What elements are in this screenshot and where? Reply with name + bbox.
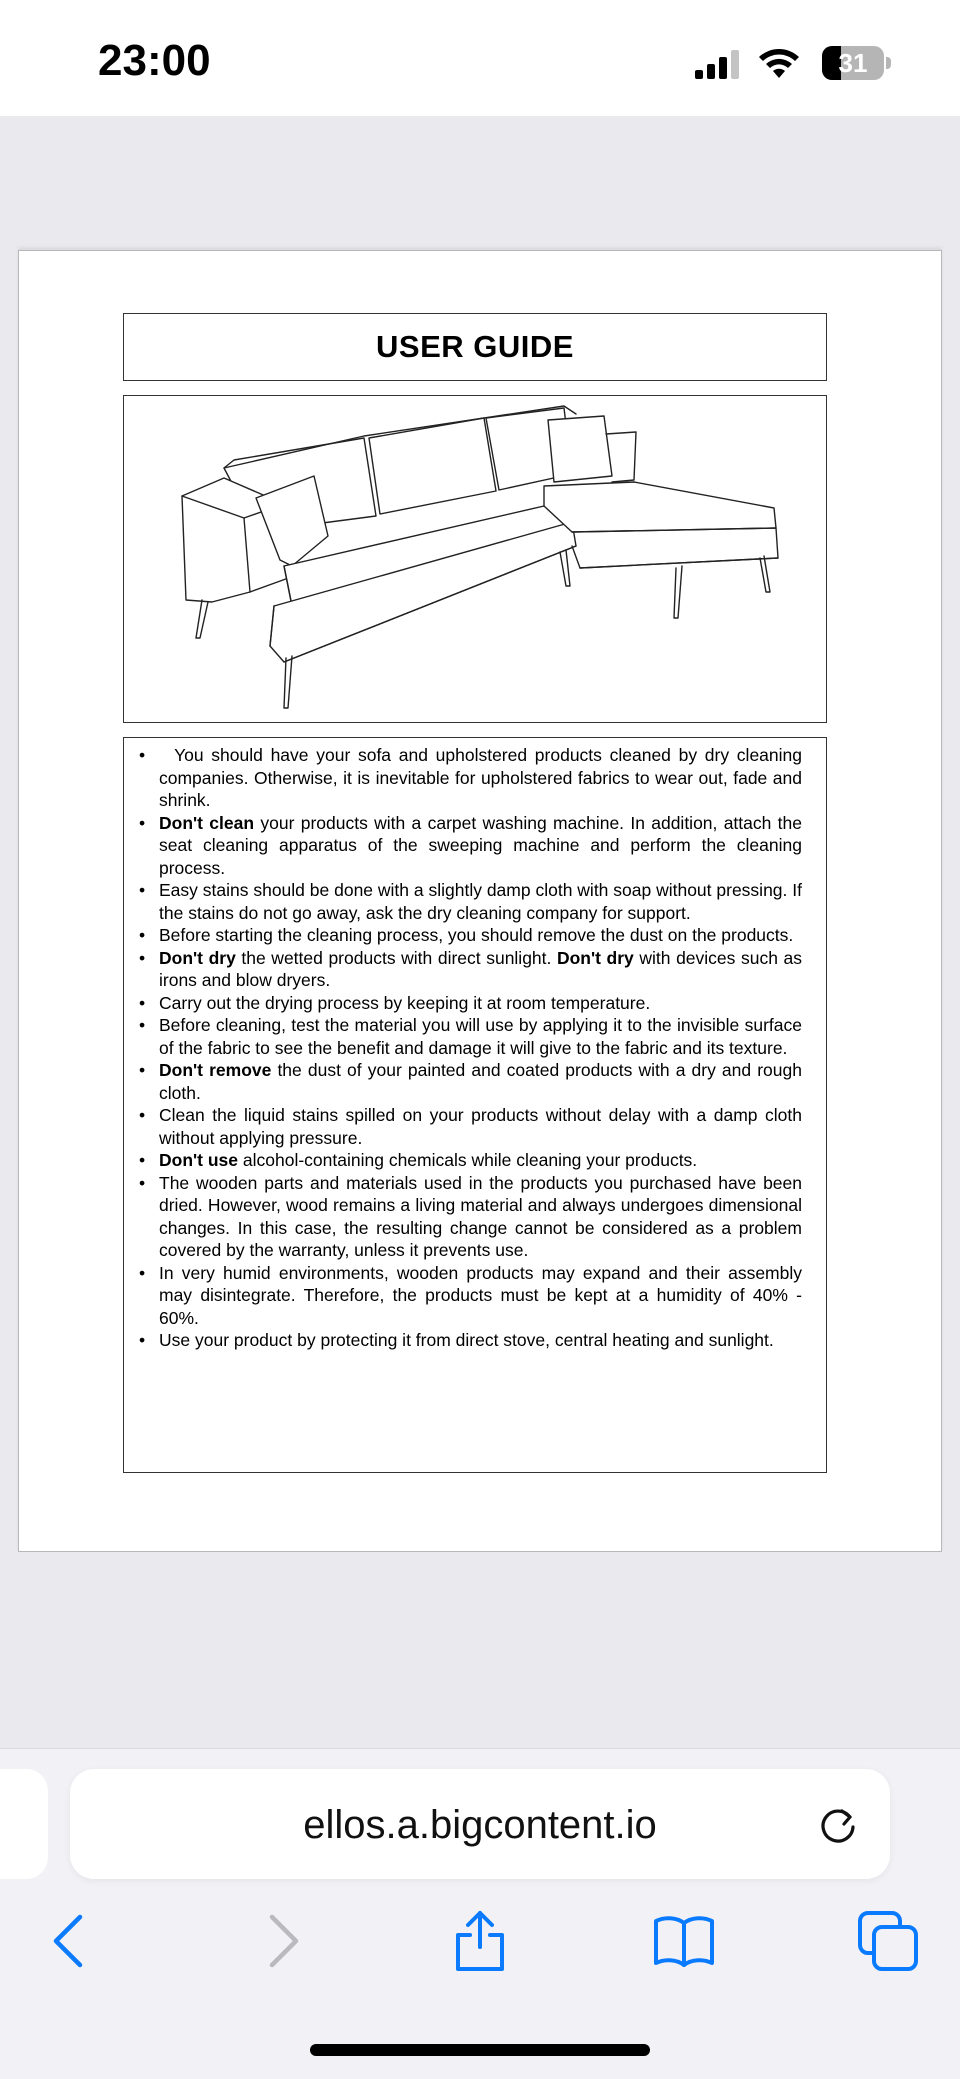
battery-nub (886, 57, 891, 69)
list-item: • In very humid environments, wooden products may expand and their assembly may disintegrate. Therefore, the products must be kept at a humidity of 40% - 60%. (159, 1262, 802, 1330)
sofa-illustration (124, 396, 828, 724)
list-item: • Don't clean your products with a carpet washing machine. In addition, attach the seat cleaning apparatus of the sweeping machine and perform the cleaning process. (159, 812, 802, 880)
browser-bottom-bar (0, 1748, 960, 2079)
guide-list (158, 744, 802, 1352)
list-item: • Use your product by protecting it from direct stove, central heating and sunlight. (159, 1329, 802, 1352)
wifi-icon (758, 48, 800, 80)
guide-instructions (123, 737, 827, 1473)
list-item: • Don't use alcohol-containing chemicals while cleaning your products. (159, 1149, 802, 1172)
battery-icon (822, 46, 884, 80)
list-item: • Before cleaning, test the material you will use by applying it to the invisible surface of the fabric to see the benefit and damage it will give to the fabric and its texture. (159, 1014, 802, 1059)
forward-icon[interactable] (248, 1909, 312, 1973)
tabs-icon[interactable] (856, 1909, 920, 1973)
status-bar (0, 0, 960, 116)
sofa-illustration-frame (123, 395, 827, 723)
battery-level: 31 (838, 48, 868, 78)
back-icon[interactable] (40, 1909, 104, 1973)
list-item: • Carry out the drying process by keeping it at room temperature. (159, 992, 802, 1015)
home-indicator[interactable] (310, 2044, 650, 2056)
list-item: • Clean the liquid stains spilled on your products without delay with a damp cloth without applying pressure. (159, 1104, 802, 1149)
list-item: • Before starting the cleaning process, you should remove the dust on the products. (159, 924, 802, 947)
document-page (18, 250, 942, 1552)
document-title: USER GUIDE (123, 313, 827, 381)
list-item: • Don't remove the dust of your painted and coated products with a dry and rough cloth. (159, 1059, 802, 1104)
address-bar[interactable] (70, 1769, 890, 1879)
bookmarks-icon[interactable] (652, 1909, 716, 1973)
reload-icon[interactable] (816, 1803, 860, 1847)
list-item: • Don't dry the wetted products with direct sunlight. Don't dry with devices such as irons and blow dryers. (159, 947, 802, 992)
list-item: • Easy stains should be done with a slightly damp cloth with soap without pressing. If the stains do not go away, ask the dry cleaning company for support. (159, 879, 802, 924)
share-icon[interactable] (448, 1909, 512, 1973)
previous-tab-preview[interactable] (0, 1769, 48, 1879)
list-item: • You should have your sofa and upholstered products cleaned by dry cleaning companies. Otherwise, it is inevitable for upholstered fabrics to wear out, fade and shrink. (159, 744, 802, 812)
address-url[interactable]: ellos.a.bigcontent.io (303, 1803, 657, 1847)
list-item: • The wooden parts and materials used in the products you purchased have been dried. However, wood remains a living material and always undergoes dimensional changes. In this case, the resulting change cannot be considered as a problem covered by the warranty, unless it prevents use. (159, 1172, 802, 1262)
status-time: 23:00 (98, 36, 211, 85)
signal-icon (694, 48, 740, 80)
